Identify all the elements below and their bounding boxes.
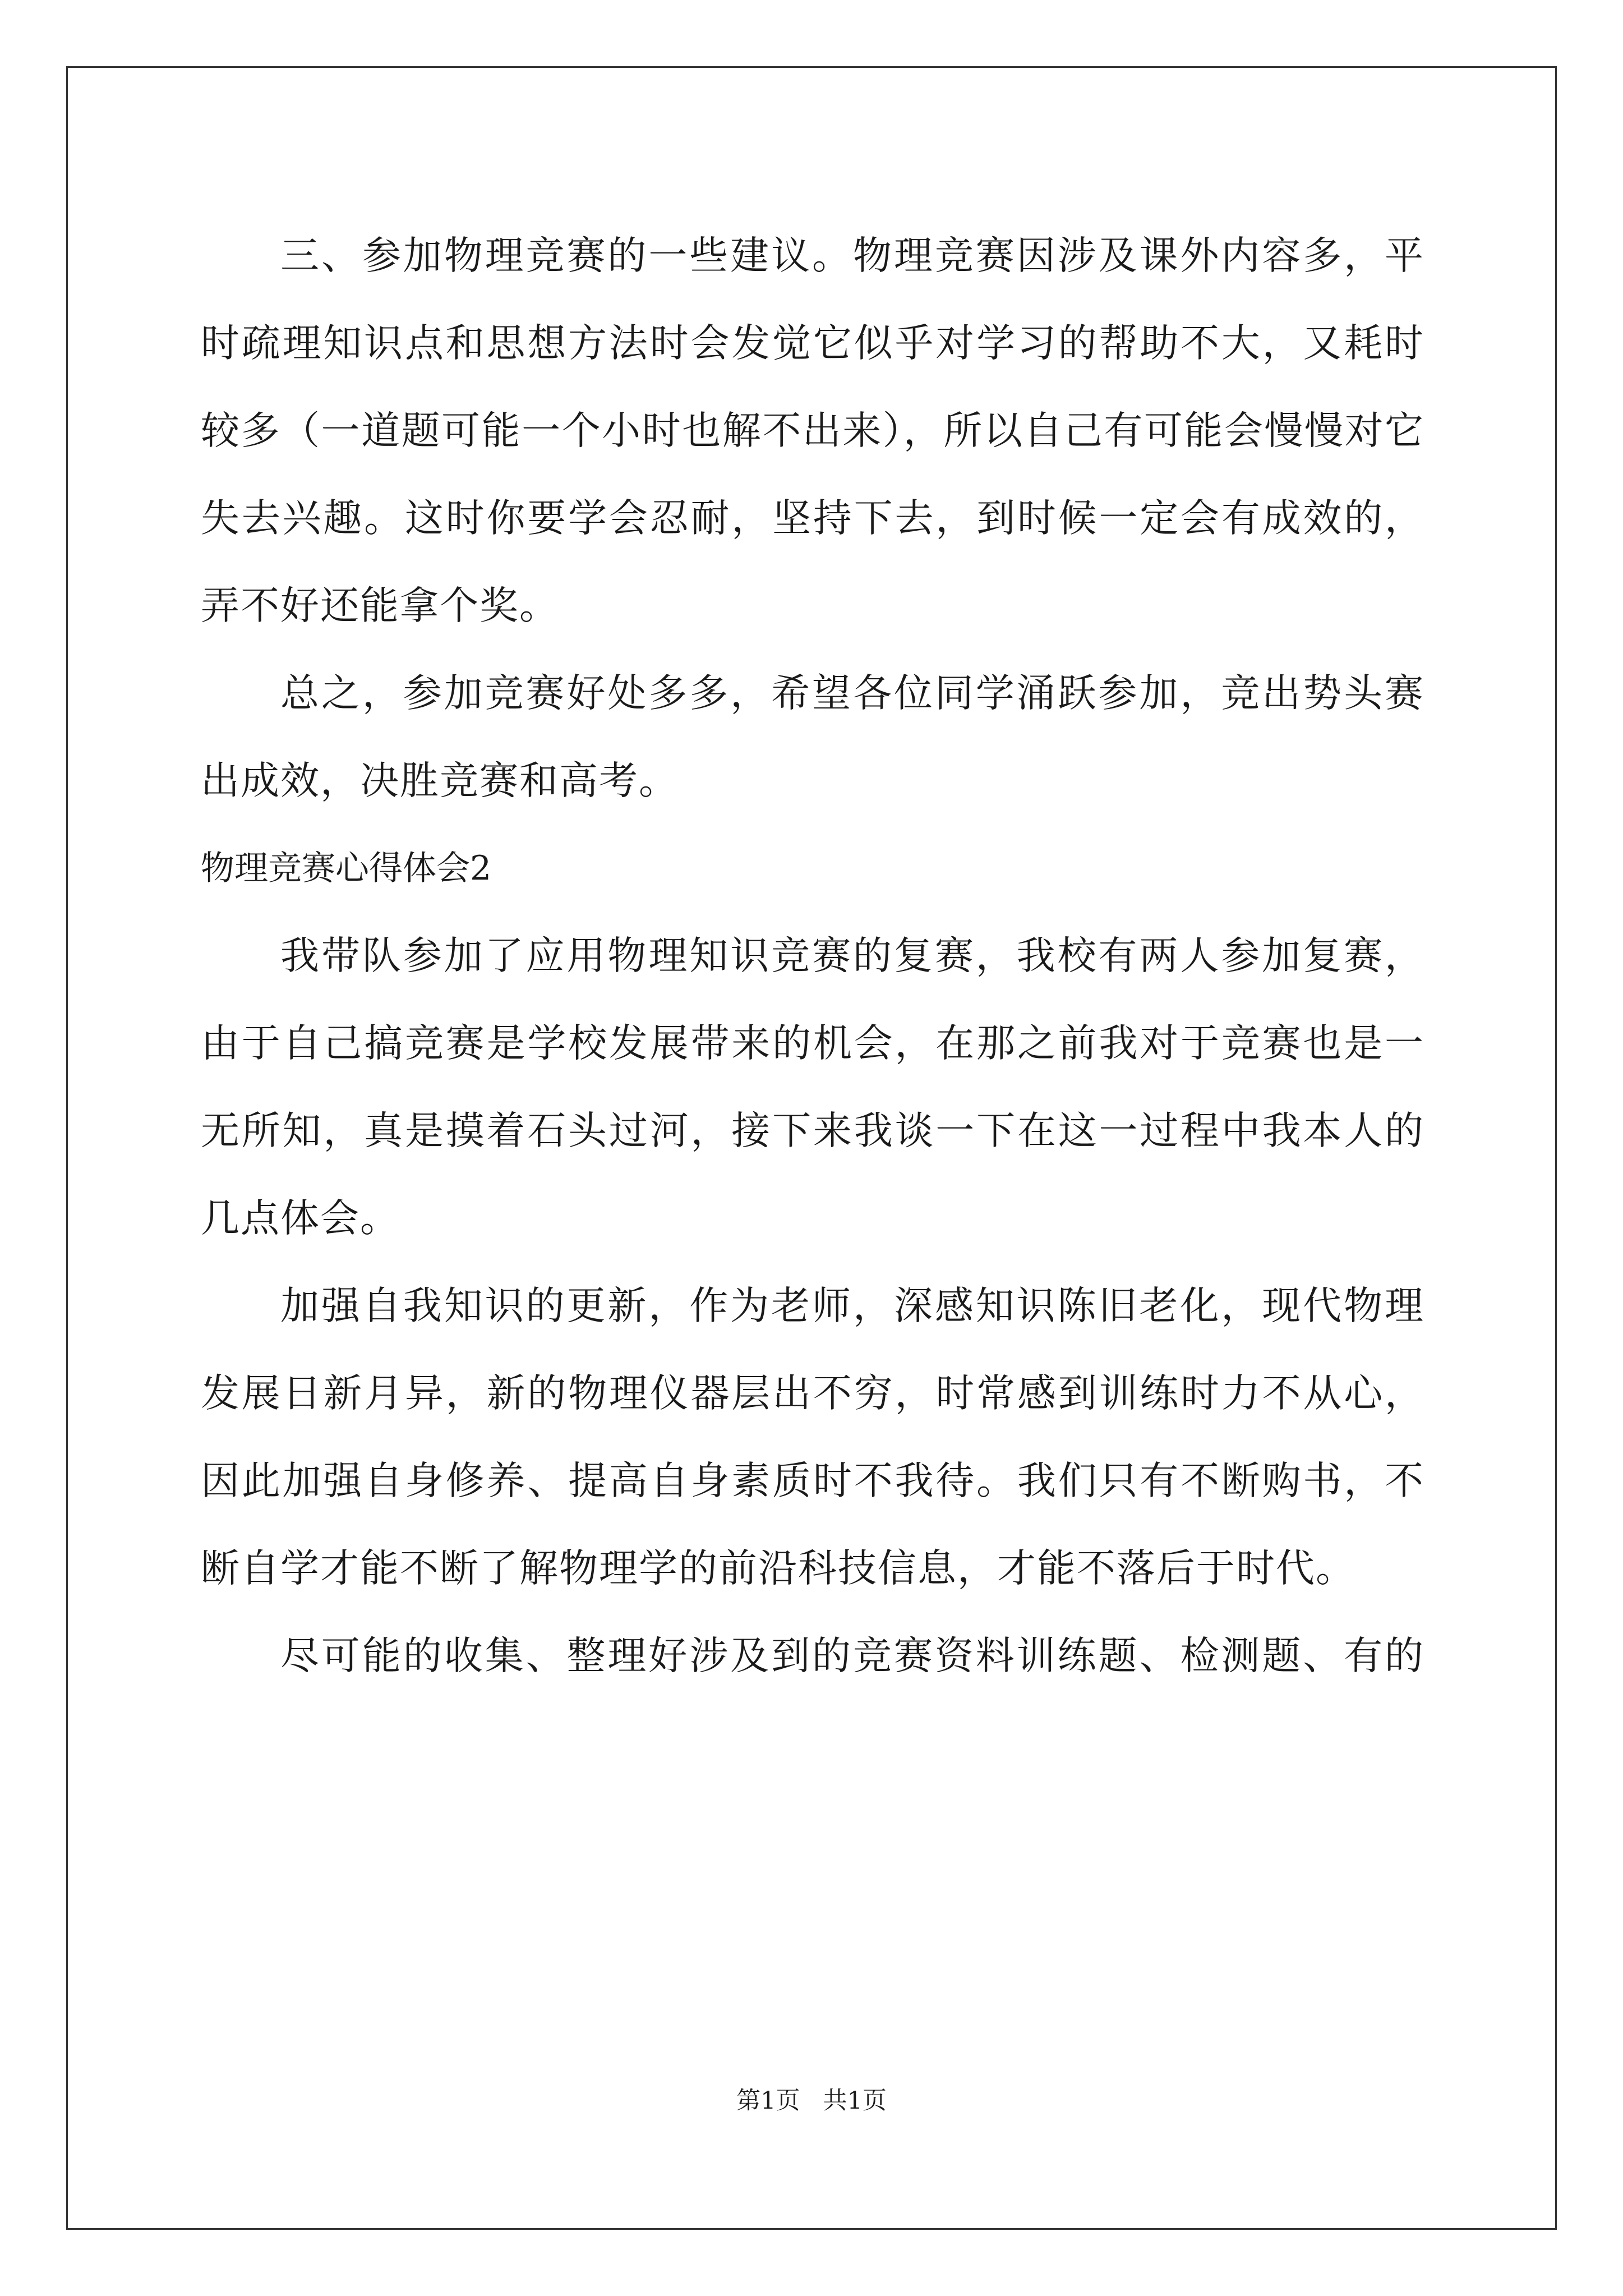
text-line: 较多（一道题可能一个小时也解不出来），所以自己有可能会慢慢对它 — [201, 408, 1424, 453]
text-line: 发展日新月异，新的物理仪器层出不穷，时常感到训练时力不从心， — [201, 1371, 1424, 1416]
paragraph-suggestions — [201, 212, 1424, 650]
text-line: 断自学才能不断了解物理学的前沿科技信息，才能不落后于时代。 — [201, 1546, 1355, 1591]
text-line: 无所知，真是摸着石头过河，接下来我谈一下在这一过程中我本人的 — [201, 1108, 1424, 1153]
text-line: 时疏理知识点和思想方法时会发觉它似乎对学习的帮助不大，又耗时 — [201, 321, 1424, 366]
text-line: 由于自己搞竞赛是学校发展带来的机会，在那之前我对于竞赛也是一 — [201, 1021, 1424, 1066]
text-line: 因此加强自身修养、提高自身素质时不我待。我们只有不断购书，不 — [201, 1458, 1424, 1503]
text-line: 尽可能的收集、整理好涉及到的竞赛资料训练题、检测题、有的 — [280, 1634, 1424, 1678]
text-line: 总之，参加竞赛好处多多，希望各位同学涌跃参加，竞出势头赛 — [280, 671, 1424, 716]
section-heading: 物理竞赛心得体会2 — [201, 849, 492, 888]
paragraph-conclusion — [201, 650, 1424, 825]
text-line: 失去兴趣。这时你要学会忍耐，坚持下去，到时候一定会有成效的， — [201, 496, 1424, 541]
text-line: 三、参加物理竞赛的一些建议。物理竞赛因涉及课外内容多，平 — [280, 233, 1424, 278]
text-line: 我带队参加了应用物理知识竞赛的复赛，我校有两人参加复赛， — [280, 933, 1424, 978]
text-line: 几点体会。 — [201, 1196, 400, 1241]
text-line: 弄不好还能拿个奖。 — [201, 583, 559, 628]
document-body — [201, 212, 1424, 1700]
text-line: 加强自我知识的更新，作为老师，深感知识陈旧老化，现代物理 — [280, 1283, 1424, 1328]
paragraph-intro — [201, 912, 1424, 1262]
text-line: 出成效，决胜竞赛和高考。 — [201, 758, 679, 803]
page-number-footer: 第1页 共1页 — [736, 2087, 887, 2115]
paragraph-knowledge-update — [201, 1262, 1424, 1612]
paragraph-materials — [201, 1612, 1424, 1700]
